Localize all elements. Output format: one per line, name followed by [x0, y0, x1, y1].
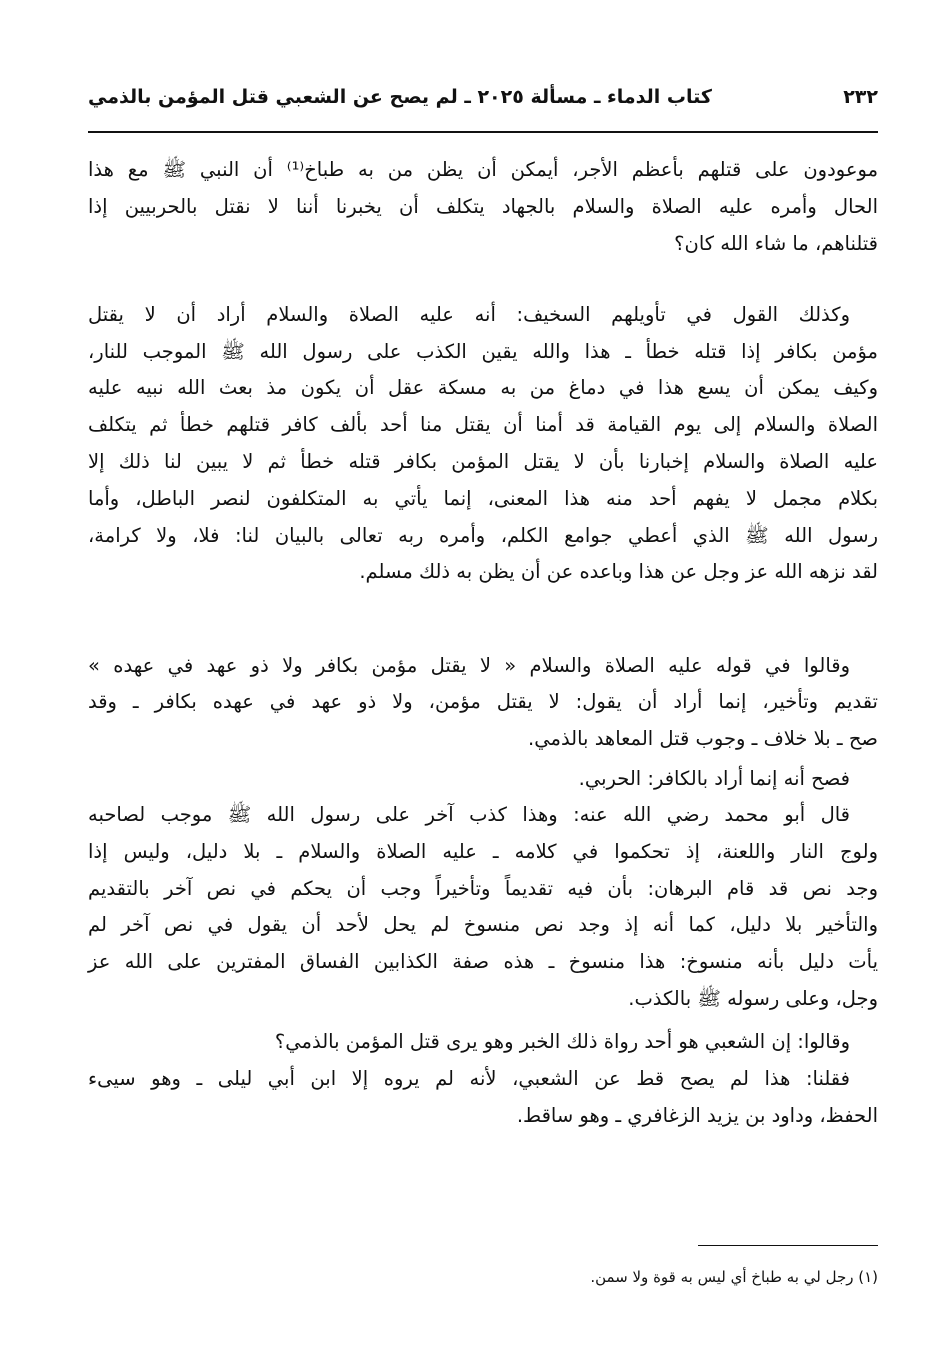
text-line: رسول الله ﷺ الذي أعطي جوامع الكلم، وأمره ربه تعالى بالبيان لنا: فلا، ولا كرامة، [88, 524, 878, 547]
text-line: وكيف يمكن أن يسع هذا في دماغ من به مسكة عقل أن يكون مذ بعث الله نبيه عليه [88, 376, 878, 399]
text-line: وقالوا: إن الشعبي هو أحد رواة ذلك الخبر وهو يرى قتل المؤمن بالذمي؟ [274, 1030, 850, 1053]
header-rule [88, 131, 878, 133]
text-line: قال أبو محمد رضي الله عنه: وهذا كذب آخر على رسول الله ﷺ موجب لصاحبه [88, 803, 850, 826]
text-line: بكلام مجمل لا يفهم أحد منه هذا المعنى، إنما يأتي به المتكلفون لنصر الباطل، وأما [88, 487, 878, 510]
text-line: موعودون على قتلهم بأعظم الأجر، أيمكن أن يظن من به طباخ⁽¹⁾ أن النبي ﷺ مع هذا [88, 158, 879, 181]
text-line: مؤمن بكافر إذا قتله خطأ ـ هذا والله يقين الكذب على رسول الله ﷺ الموجب للنار، [88, 340, 878, 363]
text-line: عليه الصلاة والسلام إخبارنا بأن لا يقتل المؤمن بكافر قتله خطأ ثم لا يبين لنا ذلك إلا [88, 450, 878, 473]
text-line: يأت دليل بأنه منسوخ: هذا منسوخ ـ هذه صفة الكذابين الفساق المفترين على الله عز [88, 950, 878, 973]
text-line: فقلنا: هذا لم يصح قط عن الشعبي، لأنه لم يروه إلا ابن أبي ليلى ـ وهو سيىء [88, 1067, 850, 1090]
text-line: والتأخير بلا دليل، كما أنه إذ وجد نص منسوخ لم يحل لأحد أن يقول في نص آخر لم [88, 913, 878, 936]
page-number: ٢٣٢ [843, 86, 878, 108]
text-line: تقديم وتأخير، إنما أراد أن يقول: لا يقتل مؤمن، ولا ذو عهد في عهده بكافر ـ وقد [88, 690, 878, 713]
text-line: الحفظ، وداود بن يزيد الزغافري ـ وهو ساقط. [516, 1104, 878, 1127]
running-header [88, 86, 878, 116]
footnote-rule [698, 1245, 878, 1246]
footnote: (١) رجل لي به طباخ أي ليس به قوة ولا سمن. [590, 1268, 878, 1286]
text-line: الحال وأمره عليه الصلاة والسلام بالجهاد يتكلف أن يخبرنا أننا لا نقتل بالحربيين إذا [88, 195, 878, 218]
text-line: وقالوا في قوله عليه الصلاة والسلام « لا يقتل مؤمن بكافر ولا ذو عهد في عهده » [88, 654, 850, 677]
text-line: وكذلك القول في تأويلهم السخيف: أنه عليه الصلاة والسلام أراد أن لا يقتل [88, 303, 850, 326]
text-line: وجد نص قد قام البرهان: بأن فيه تقديماً وتأخيراً وجب أن يحكم في نص آخر بالتقديم [88, 877, 878, 900]
text-line: وجل، وعلى رسوله ﷺ بالكذب. [628, 987, 878, 1010]
text-line: قتلناهم، ما شاء الله كان؟ [674, 232, 878, 255]
text-line: لقد نزهه الله عز وجل عن هذا وباعده عن أن يظن به ذلك مسلم. [359, 560, 878, 583]
running-title: كتاب الدماء ـ مسألة ٢٠٢٥ ـ لم يصح عن الشعبي قتل المؤمن بالذمي [88, 86, 712, 108]
text-line: ولوج النار واللعنة، إذ تحكموا في كلامه ـ عليه الصلاة والسلام ـ بلا دليل، وليس إذا [88, 840, 878, 863]
text-line: الصلاة والسلام إلى يوم القيامة قد أمنا أن يقتل منا أحد بألف كافر قتلهم خطأ ثم يتكلف [88, 413, 878, 436]
text-line: صح ـ بلا خلاف ـ وجوب قتل المعاهد بالذمي. [528, 727, 878, 750]
text-line: فصح أنه إنما أراد بالكافر: الحربي. [578, 767, 850, 790]
